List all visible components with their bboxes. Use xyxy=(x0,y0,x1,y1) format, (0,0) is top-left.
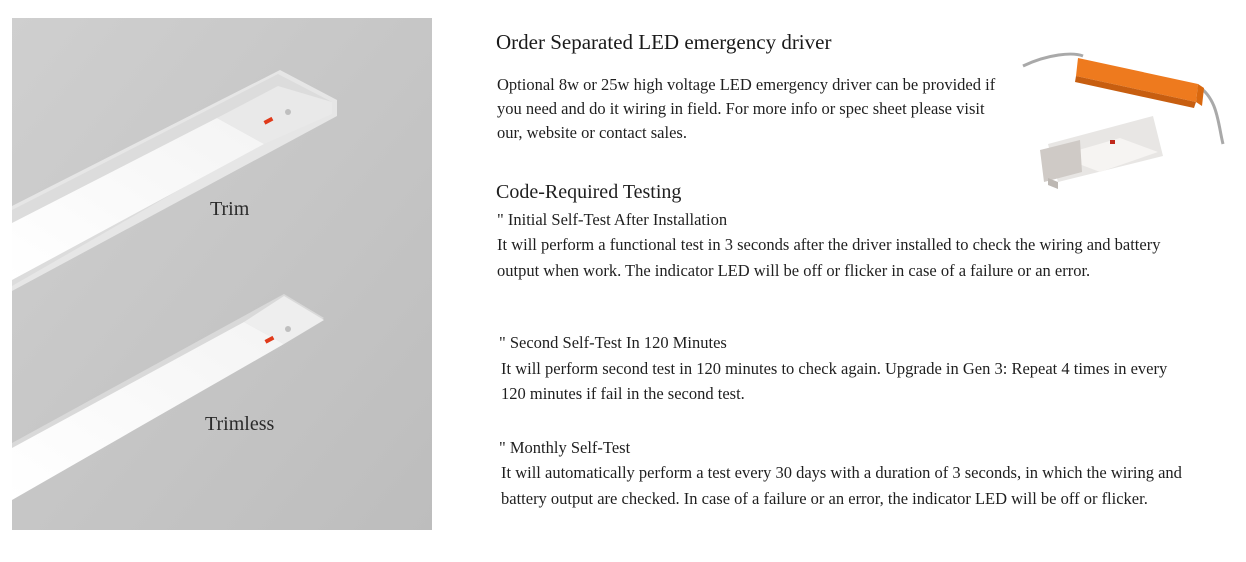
test-3-heading: " Monthly Self-Test xyxy=(499,438,631,457)
driver-box xyxy=(1075,58,1204,108)
junction-housing xyxy=(1040,116,1163,189)
fixture-photo xyxy=(12,18,432,530)
emergency-driver-product-image xyxy=(1018,44,1233,189)
section-heading: Order Separated LED emergency driver xyxy=(496,30,832,54)
indicator-led-icon xyxy=(1110,140,1115,144)
trim-label: Trim xyxy=(210,198,250,220)
test-1-heading: " Initial Self-Test After Installation xyxy=(497,210,728,229)
ceiling-fixtures-illustration xyxy=(12,18,432,530)
test-1-body: It will perform a functional test in 3 seconds after the driver installed to check the wiring and battery output when work. The indicator LED will be off or flicker in case of a failure or an error. xyxy=(497,235,1161,280)
testing-title: Code-Required Testing xyxy=(496,181,682,203)
test-2-body: It will perform second test in 120 minutes to check again. Upgrade in Gen 3: Repeat 4 times in every 120 minutes if fail in the second test. xyxy=(501,359,1168,403)
test-3-body: It will automatically perform a test every 30 days with a duration of 3 seconds, in which the wiring and battery output are checked. In case of a failure or an error, the indicator LED will be off or flicker. xyxy=(501,463,1182,508)
sensor-icon xyxy=(285,326,291,332)
sensor-icon xyxy=(285,109,291,115)
intro-paragraph: Optional 8w or 25w high voltage LED emergency driver can be provided if you need and do it wiring in field. For more info or spec sheet please visit our, website or contact sales. xyxy=(497,75,996,142)
trimless-label: Trimless xyxy=(205,413,275,435)
test-2-heading: " Second Self-Test In 120 Minutes xyxy=(499,333,727,352)
